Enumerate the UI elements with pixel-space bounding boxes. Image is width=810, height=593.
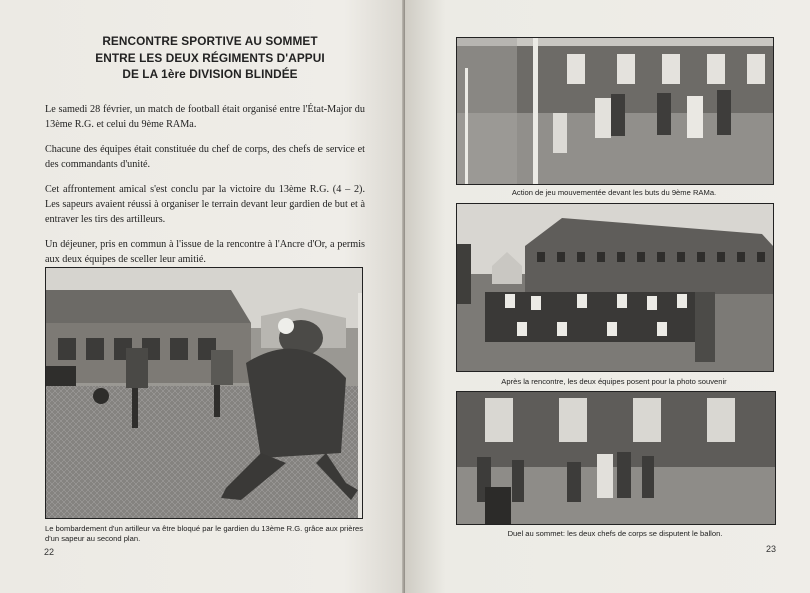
goalkeeper-photo-caption: Le bombardement d'un artilleur va être bloqué par le gardien du 13ème R.G. grâce aux prières d'un sapeur au second plan.	[45, 524, 364, 543]
action-photo	[456, 37, 774, 185]
paragraph-1: Le samedi 28 février, un match de football était organisé entre l'État-Major du 13ème R.G. et celui du 9ème RAMa.	[45, 104, 365, 130]
title-line-1: RENCONTRE SPORTIVE AU SOMMET	[102, 34, 318, 48]
page-number-left: 22	[44, 547, 55, 557]
paragraph-3: Cet affrontement amical s'est conclu par la victoire du 13ème R.G. (4 – 2). Les sapeurs avaient réussi à organiser le terrain devant leur gardien de but et à entraver les tirs des artilleurs.	[45, 184, 365, 225]
page-number-right: 23	[766, 544, 777, 554]
team-photo	[456, 203, 774, 372]
bleed-through-text	[290, 540, 400, 549]
title-line-2: ENTRE LES DEUX RÉGIMENTS D'APPUI	[95, 50, 325, 65]
article-title	[60, 33, 360, 83]
paragraph-2: Chacune des équipes était constituée du chef de corps, des chefs de service et des commandants d'unité.	[45, 144, 365, 170]
duel-photo-caption: Duel au sommet: les deux chefs de corps se disputent le ballon.	[507, 529, 723, 538]
duel-photo	[456, 391, 776, 525]
paragraph-4: Un déjeuner, pris en commun à l'issue de la rencontre à l'Ancre d'Or, a permis aux deux équipes de sceller leur amitié.	[45, 239, 365, 265]
title-line-3: DE LA 1ère DIVISION BLINDÉE	[122, 67, 298, 81]
goalkeeper-photo	[45, 267, 363, 519]
article-body	[45, 102, 365, 277]
right-page	[405, 0, 810, 593]
action-photo-caption: Action de jeu mouvementée devant les buts du 9ème RAMa.	[511, 188, 717, 197]
team-photo-caption: Après la rencontre, les deux équipes posent pour la photo souvenir	[501, 377, 727, 386]
